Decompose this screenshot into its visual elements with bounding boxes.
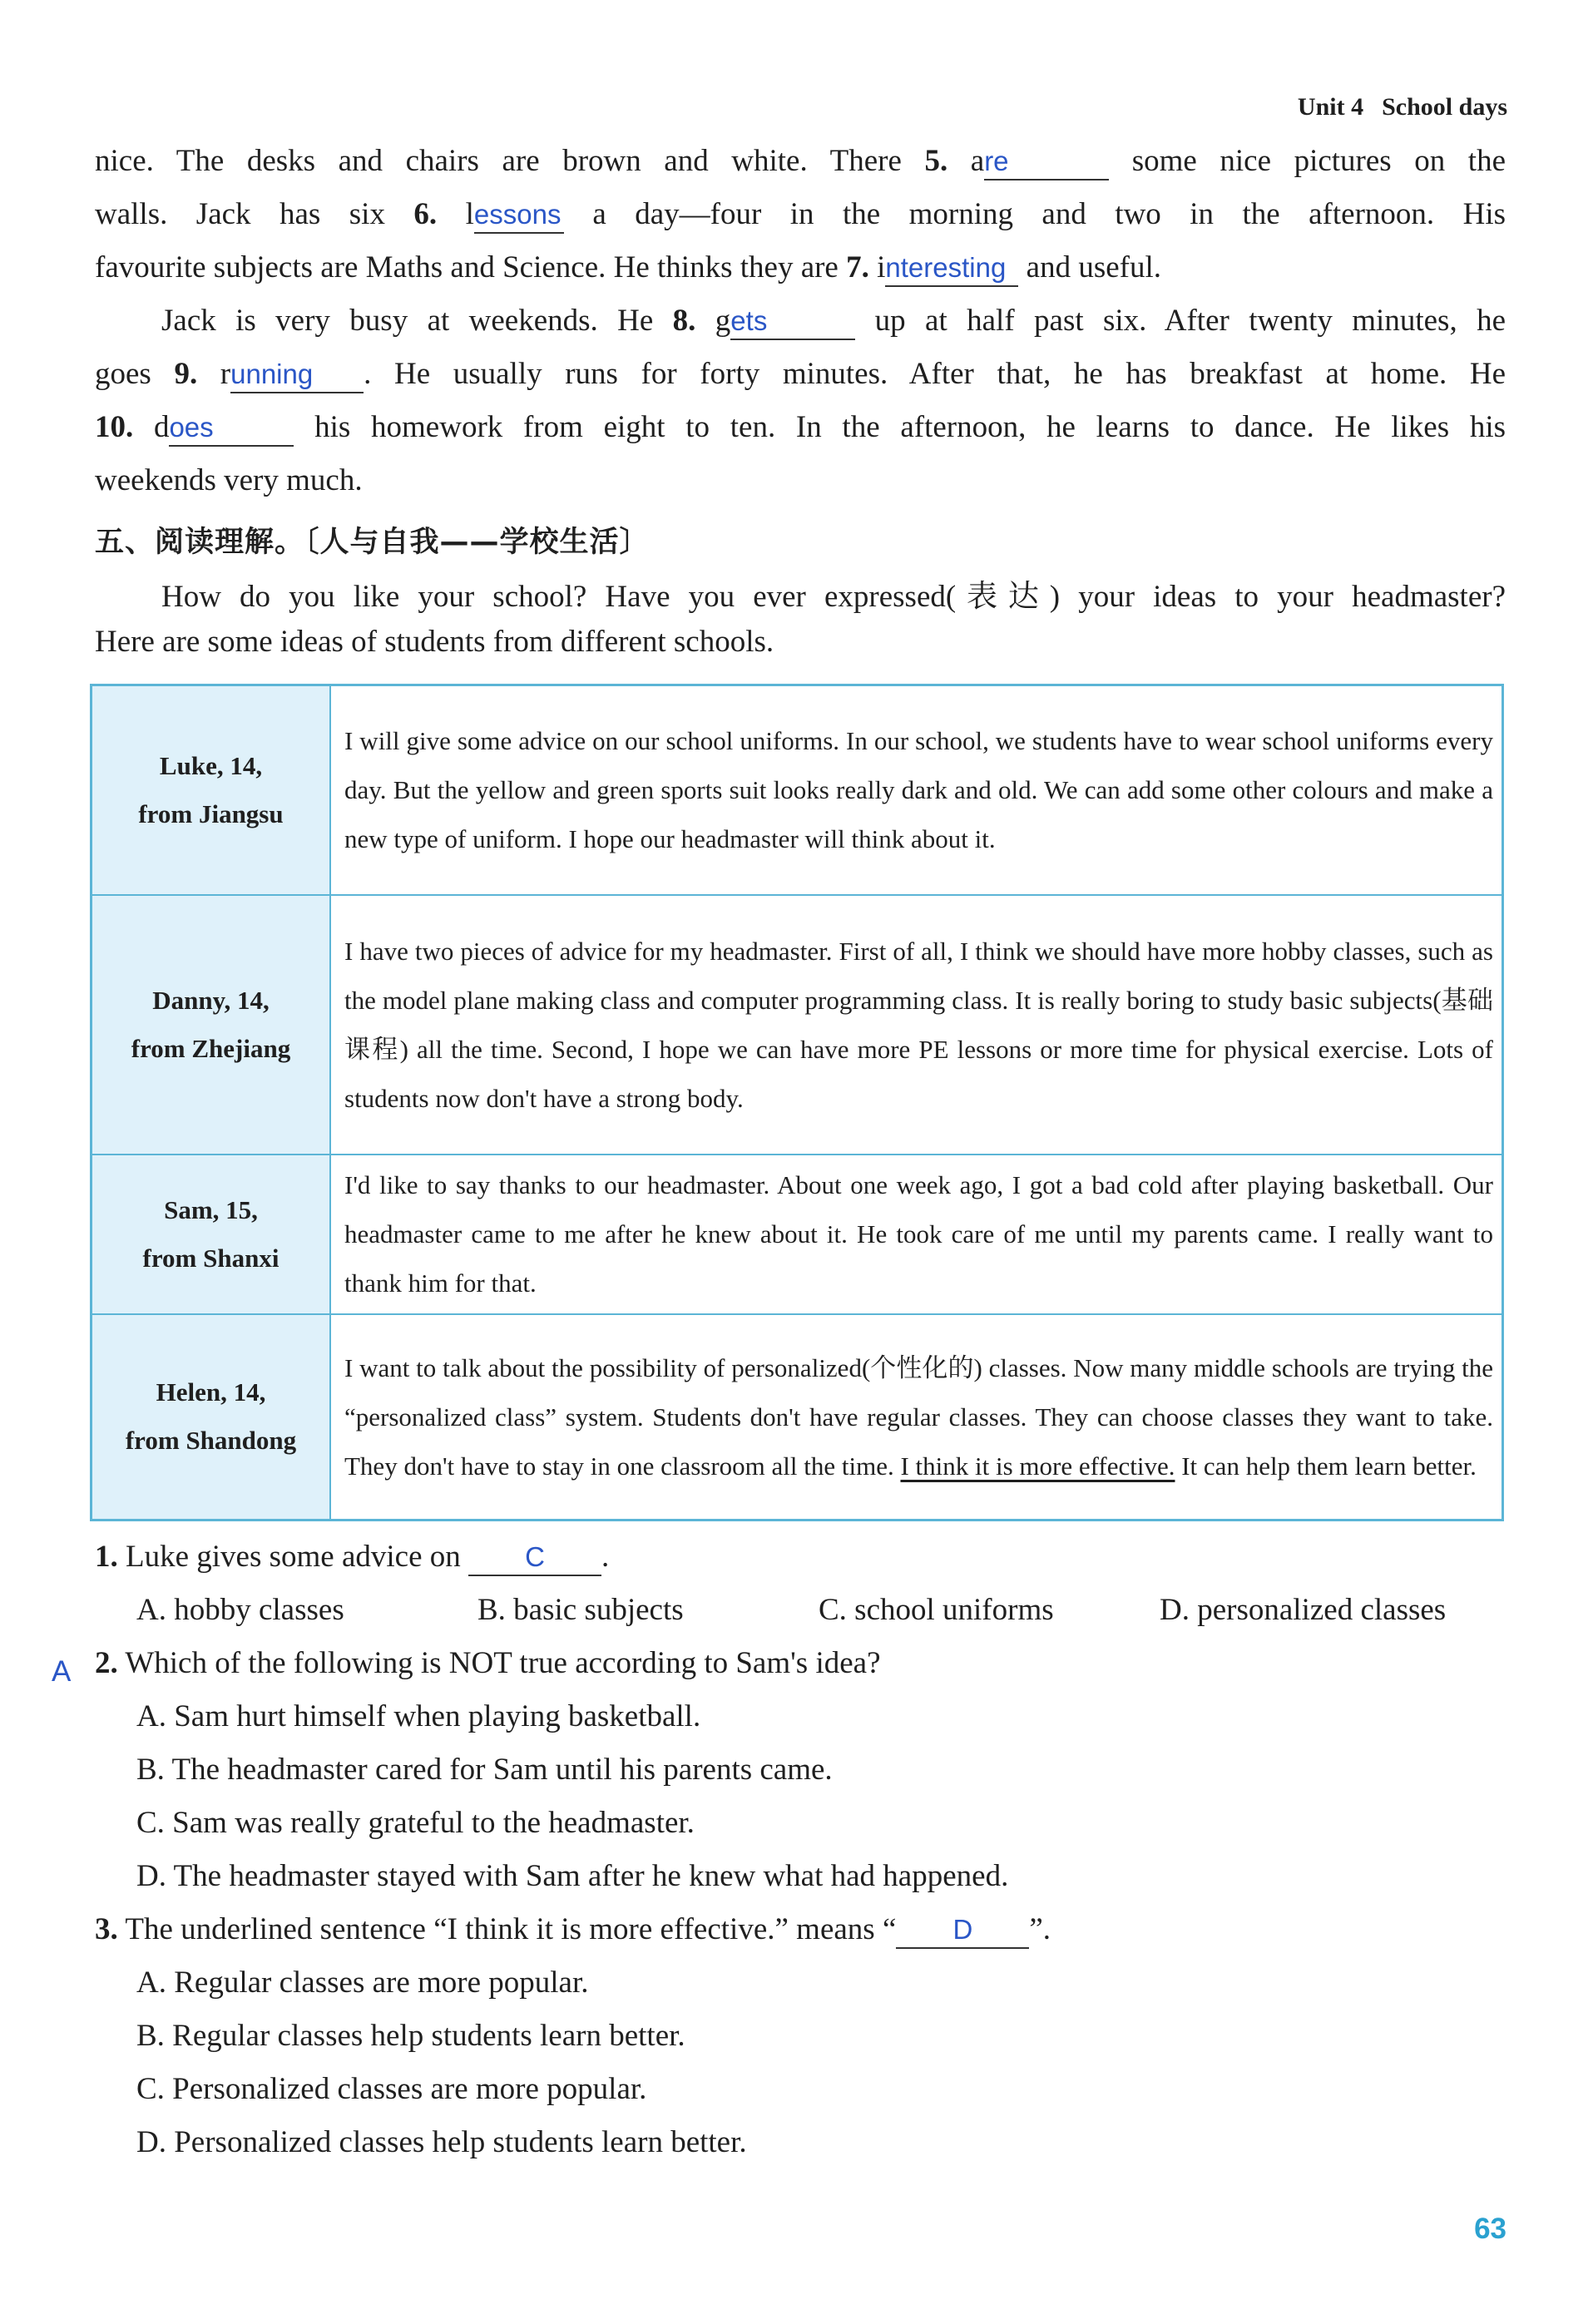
margin-answer-2: A: [52, 1655, 72, 1688]
option-2a[interactable]: A. Sam hurt himself when playing basketball.: [136, 1699, 701, 1733]
question-1: 1. Luke gives some advice on C .: [95, 1539, 609, 1576]
option-1b[interactable]: B. basic subjects: [477, 1593, 684, 1627]
answer-blank-3[interactable]: D: [896, 1913, 1029, 1949]
option-1d[interactable]: D. personalized classes: [1160, 1593, 1447, 1627]
option-2d[interactable]: D. The headmaster stayed with Sam after he knew what had happened.: [136, 1859, 1009, 1893]
student-idea-cell: I have two pieces of advice for my headmaster. First of all, I think we should have more hobby classes, such as the model plane making class and computer programming class. It is really boring to study basic subjects(基础课程) all the time. Second, I hope we can have more PE lessons or more time for physical exercise. Lots of students now don't have a strong body.: [330, 895, 1503, 1155]
passage-line-1: nice. The desks and chairs are brown and white. There 5. are some nice pictures on the: [95, 143, 1506, 180]
question-3: 3. The underlined sentence “I think it is more effective.” means “ D ”.: [95, 1911, 1051, 1949]
passage-line-2: walls. Jack has six 6. lessons a day—four in the morning and two in the afternoon. His: [95, 196, 1506, 234]
option-1a[interactable]: A. hobby classes: [136, 1593, 344, 1627]
intro-line-1: How do you like your school? Have you ever expressed(表达) your ideas to your headmaster?: [161, 580, 1506, 614]
answer-blank-1[interactable]: C: [468, 1540, 601, 1576]
blank-10[interactable]: oes: [169, 411, 294, 447]
option-3b[interactable]: B. Regular classes help students learn better.: [136, 2019, 685, 2053]
table-row: [92, 1155, 1503, 1314]
unit-label: Unit 4: [1297, 93, 1364, 121]
student-idea-cell: I'd like to say thanks to our headmaster. About one week ago, I got a bad cold after playing basketball. Our headmaster came to me after he knew about it. He took care of me until my parents came. I really want to thank him for that.: [330, 1155, 1503, 1314]
option-1c[interactable]: C. school uniforms: [819, 1593, 1054, 1627]
student-name-cell: Luke, 14, from Jiangsu: [92, 685, 331, 895]
blank-8[interactable]: ets: [730, 304, 855, 340]
table-row: [92, 895, 1503, 1155]
student-name-cell: Helen, 14, from Shandong: [92, 1314, 331, 1520]
running-header: [1298, 93, 1507, 121]
blank-9[interactable]: unning: [230, 358, 364, 393]
student-idea-cell: I want to talk about the possibility of personalized(个性化的) classes. Now many middle schools are trying the “personalized class” system. Students don't have regular classes. They can choose classes they want to take. They don't have to stay in one classroom all the time. I think it is more effective. It can help them learn better.: [330, 1314, 1503, 1520]
passage-line-5: goes 9. running . He usually runs for forty minutes. After that, he has breakfast at home. He: [95, 356, 1506, 393]
blank-7[interactable]: nteresting: [885, 251, 1018, 287]
student-idea-cell: I will give some advice on our school uniforms. In our school, we students have to wear school uniforms every day. But the yellow and green sports suit looks really dark and old. We can add some other colours and make a new type of uniform. I hope our headmaster will think about it.: [330, 685, 1503, 895]
unit-title: School days: [1382, 93, 1507, 121]
student-name-cell: Danny, 14, from Zhejiang: [92, 895, 331, 1155]
option-3a[interactable]: A. Regular classes are more popular.: [136, 1966, 589, 2000]
intro-line-2: Here are some ideas of students from different schools.: [95, 625, 774, 659]
page-number: 63: [1474, 2213, 1506, 2245]
passage-line-3: favourite subjects are Maths and Science. He thinks they are 7. interesting and useful.: [95, 250, 1506, 287]
section-title: 五、阅读理解。〔人与自我——学校生活〕: [95, 526, 650, 559]
option-2c[interactable]: C. Sam was really grateful to the headmaster.: [136, 1806, 695, 1840]
underlined-sentence: I think it is more effective.: [900, 1451, 1175, 1481]
passage-line-7: weekends very much.: [95, 463, 363, 497]
table-row: [92, 685, 1503, 895]
passage-line-6: 10. does his homework from eight to ten. In the afternoon, he learns to dance. He likes his: [95, 409, 1506, 447]
option-2b[interactable]: B. The headmaster cared for Sam until his parents came.: [136, 1753, 833, 1787]
option-3d[interactable]: D. Personalized classes help students learn better.: [136, 2125, 747, 2159]
blank-6[interactable]: essons: [474, 198, 564, 234]
student-name-cell: Sam, 15, from Shanxi: [92, 1155, 331, 1314]
passage-line-4: Jack is very busy at weekends. He 8. gets up at half past six. After twenty minutes, he: [95, 303, 1506, 340]
ideas-table: [90, 684, 1504, 1521]
question-2: 2. Which of the following is NOT true according to Sam's idea?: [95, 1646, 881, 1680]
table-row: [92, 1314, 1503, 1520]
option-3c[interactable]: C. Personalized classes are more popular.: [136, 2072, 647, 2106]
blank-5[interactable]: re: [984, 145, 1109, 180]
